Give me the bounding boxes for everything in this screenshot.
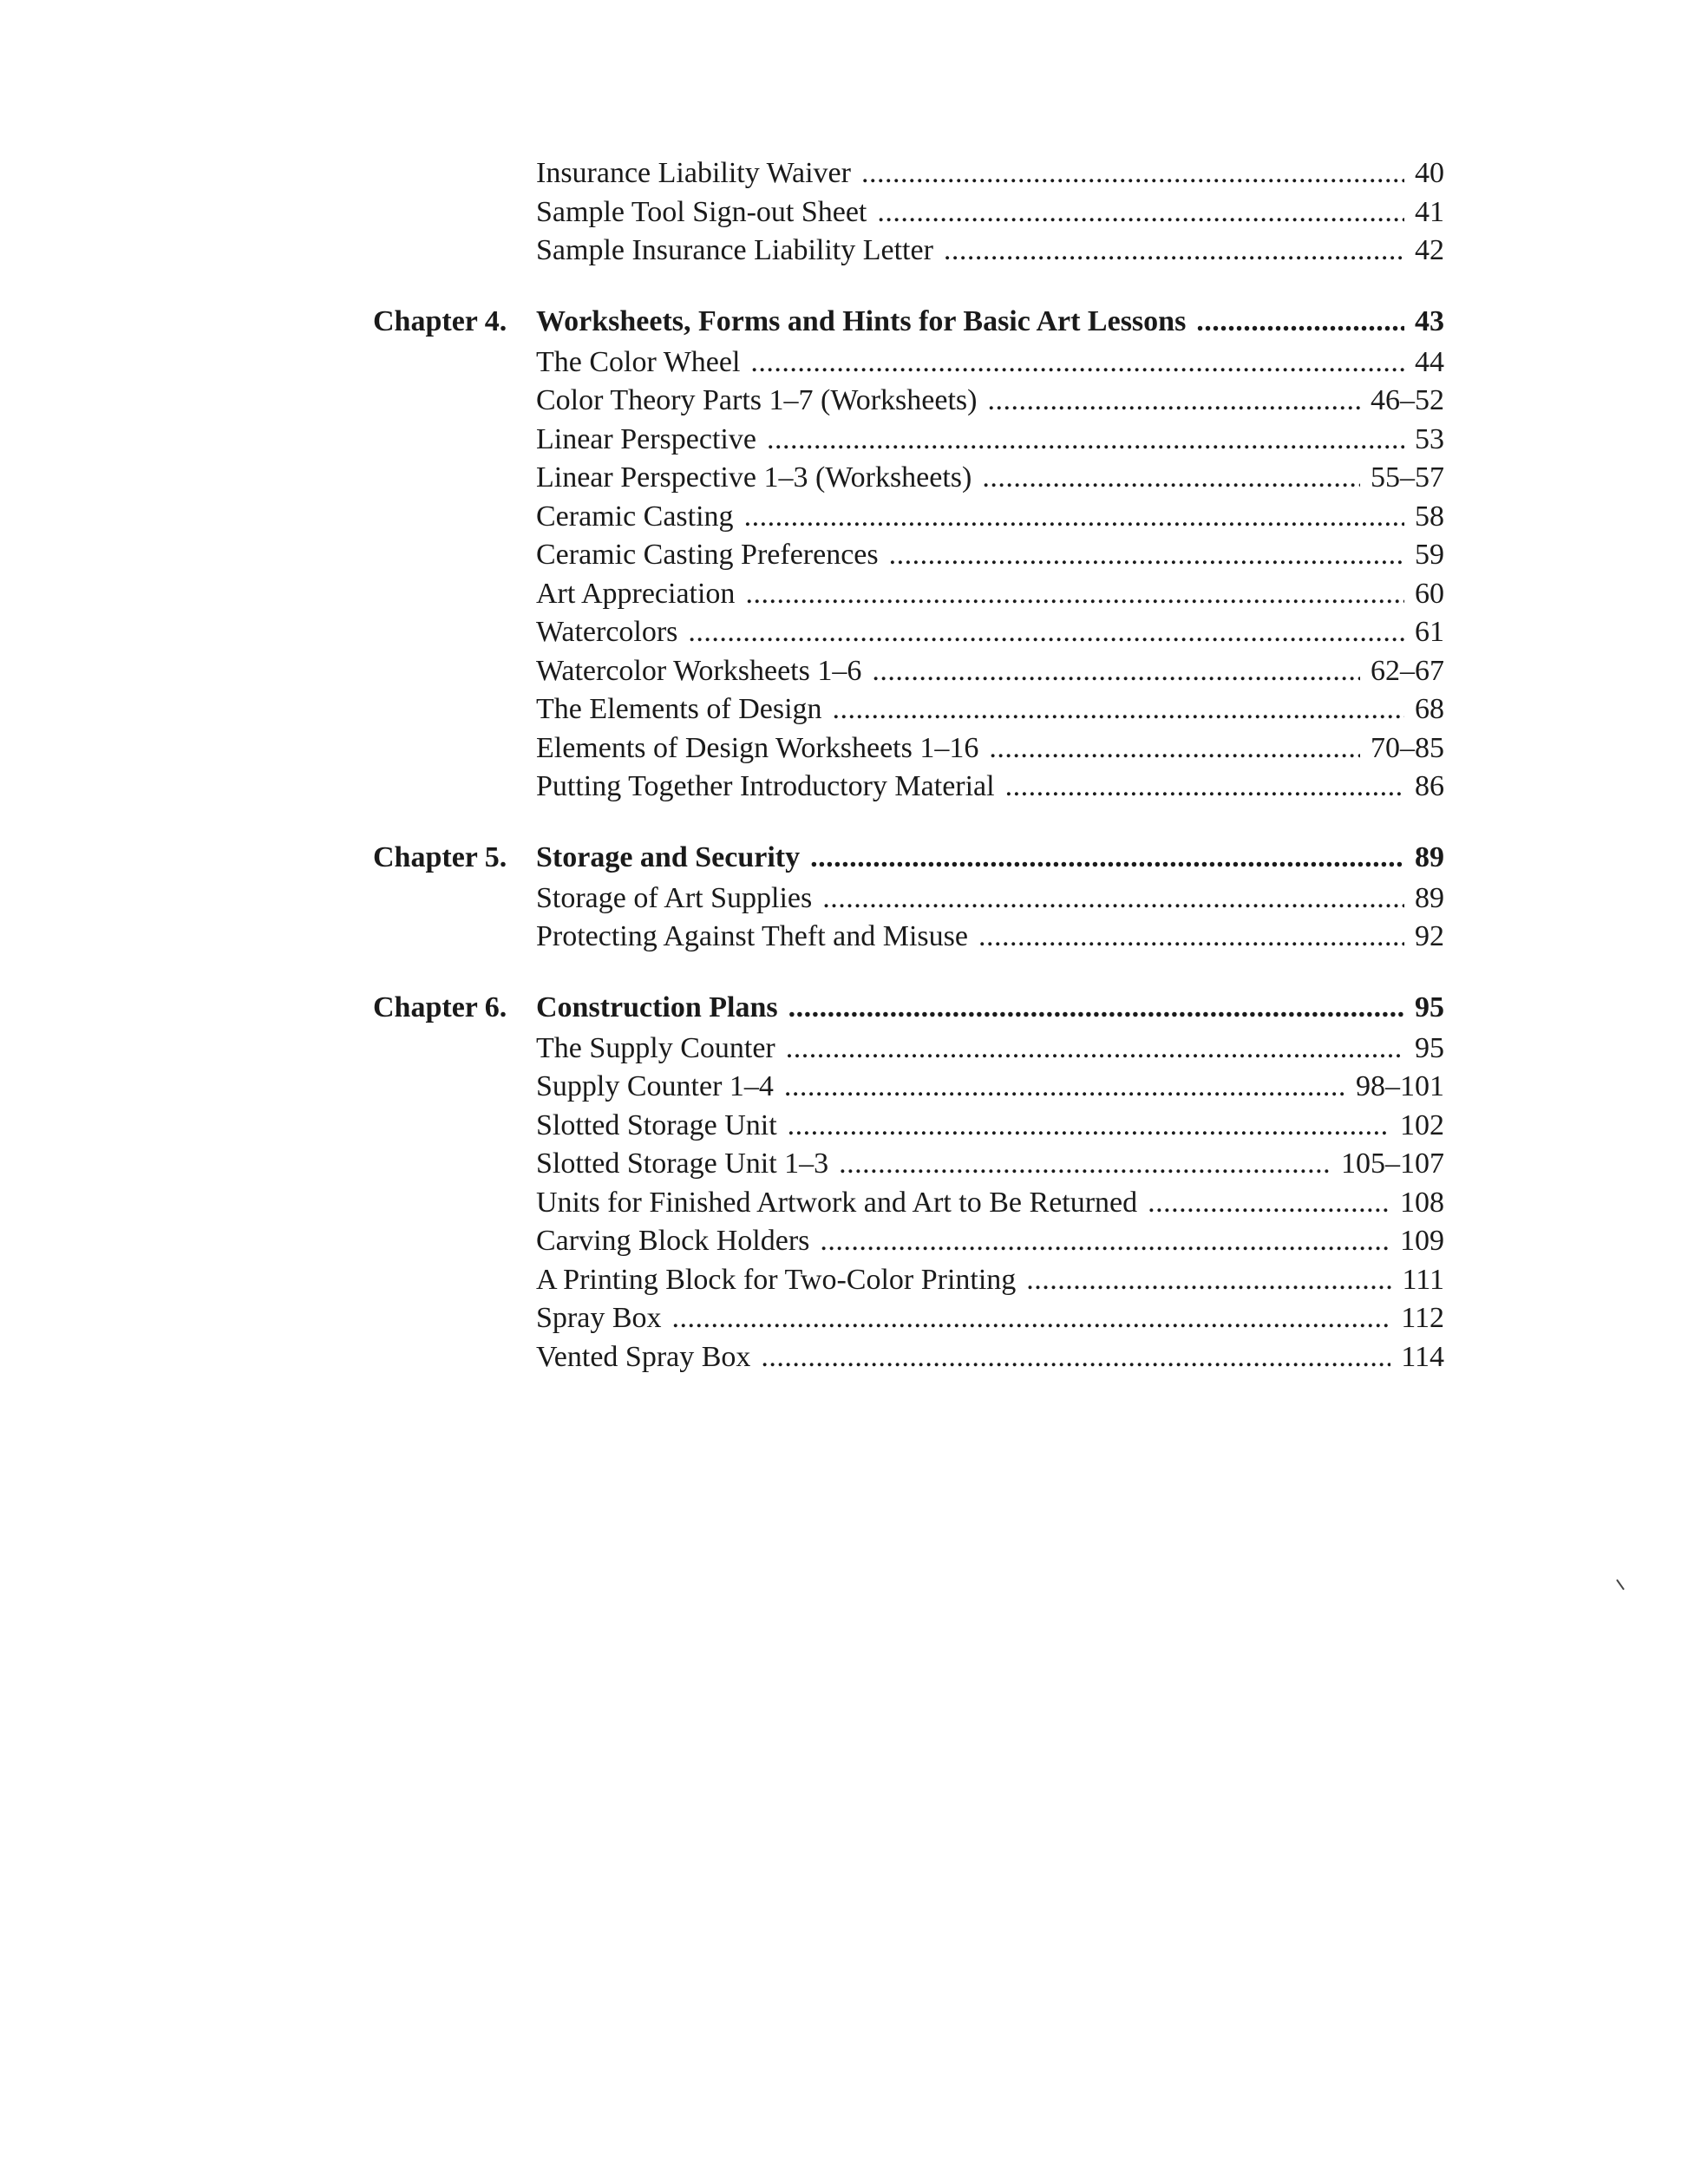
entry-title: Supply Counter 1–4 — [536, 1070, 774, 1102]
dot-leader — [688, 613, 1404, 652]
chapter-heading — [373, 988, 1444, 1028]
dot-leader — [784, 1068, 1345, 1107]
toc-entry — [373, 1068, 1444, 1107]
entry-page: 108 — [1400, 1186, 1444, 1219]
toc-entry — [373, 193, 1444, 232]
toc-entry — [373, 382, 1444, 421]
entry-page: 109 — [1400, 1225, 1444, 1257]
chapter-page: 43 — [1415, 304, 1444, 337]
entry-page: 105–107 — [1341, 1148, 1444, 1180]
entry-page: 44 — [1415, 345, 1444, 378]
dot-leader — [1196, 302, 1404, 342]
toc-entry — [373, 498, 1444, 537]
entry-page: 98–101 — [1356, 1070, 1444, 1102]
entry-page: 112 — [1401, 1302, 1444, 1334]
entry-title: Watercolor Worksheets 1–6 — [536, 654, 862, 687]
entry-title: The Supply Counter — [536, 1031, 775, 1064]
entry-page: 46–52 — [1371, 384, 1444, 416]
dot-leader — [889, 536, 1404, 575]
toc-intro-block — [373, 154, 1444, 271]
entry-page: 102 — [1400, 1108, 1444, 1141]
entry-title: The Elements of Design — [536, 693, 822, 725]
dot-leader — [989, 729, 1360, 768]
dot-leader — [750, 343, 1404, 383]
dot-leader — [761, 1338, 1390, 1377]
dot-leader — [810, 838, 1404, 878]
toc-entry — [373, 1030, 1444, 1069]
scan-speck — [1616, 1579, 1625, 1591]
entry-page: 68 — [1415, 693, 1444, 725]
toc-entry — [373, 1299, 1444, 1338]
entry-title: Watercolors — [536, 616, 678, 648]
entry-title: Putting Together Introductory Material — [536, 770, 995, 802]
dot-leader — [822, 879, 1404, 919]
entry-title: The Color Wheel — [536, 345, 741, 378]
chapter-page: 95 — [1415, 991, 1444, 1023]
chapter-5-block — [373, 838, 1444, 957]
entry-title: Sample Insurance Liability Letter — [536, 234, 933, 266]
entry-title: Units for Finished Artwork and Art to Be Returned — [536, 1186, 1138, 1219]
entry-title: Storage of Art Supplies — [536, 881, 813, 914]
toc-entry — [373, 459, 1444, 498]
table-of-contents — [373, 154, 1444, 1376]
chapter-title: Storage and Security — [536, 840, 801, 873]
dot-leader — [872, 652, 1360, 691]
entry-title: A Printing Block for Two-Color Printing — [536, 1263, 1017, 1296]
toc-entry — [373, 768, 1444, 807]
dot-leader — [982, 459, 1360, 498]
entry-title: Vented Spray Box — [536, 1340, 751, 1373]
toc-entry — [373, 421, 1444, 460]
entry-title: Color Theory Parts 1–7 (Worksheets) — [536, 384, 978, 416]
toc-entry — [373, 918, 1444, 957]
entry-page: 58 — [1415, 500, 1444, 533]
toc-entry — [373, 1222, 1444, 1261]
toc-entry — [373, 1145, 1444, 1184]
dot-leader — [672, 1299, 1391, 1338]
toc-entry — [373, 343, 1444, 383]
toc-entry — [373, 613, 1444, 652]
entry-title: Ceramic Casting — [536, 500, 734, 533]
dot-leader — [1026, 1261, 1391, 1300]
entry-page: 40 — [1415, 157, 1444, 189]
dot-leader — [1148, 1184, 1390, 1223]
dot-leader — [839, 1145, 1331, 1184]
chapter-page: 89 — [1415, 840, 1444, 873]
dot-leader — [820, 1222, 1390, 1261]
entry-title: Spray Box — [536, 1302, 662, 1334]
entry-title: Protecting Against Theft and Misuse — [536, 920, 968, 952]
dot-leader — [788, 1107, 1390, 1146]
entry-title: Ceramic Casting Preferences — [536, 539, 879, 571]
chapter-heading — [373, 302, 1444, 342]
toc-entry — [373, 1184, 1444, 1223]
entry-title: Linear Perspective — [536, 422, 756, 455]
entry-page: 111 — [1402, 1263, 1444, 1296]
toc-entry — [373, 690, 1444, 729]
entry-page: 53 — [1415, 422, 1444, 455]
entry-title: Slotted Storage Unit — [536, 1108, 777, 1141]
entry-page: 42 — [1415, 234, 1444, 266]
dot-leader — [767, 421, 1404, 460]
toc-entry — [373, 232, 1444, 271]
entry-page: 89 — [1415, 881, 1444, 914]
toc-entry — [373, 154, 1444, 193]
dot-leader — [788, 988, 1404, 1028]
chapter-6-block — [373, 988, 1444, 1377]
entry-page: 95 — [1415, 1031, 1444, 1064]
entry-title: Sample Tool Sign-out Sheet — [536, 195, 867, 228]
entry-title: Slotted Storage Unit 1–3 — [536, 1148, 829, 1180]
entry-title: Art Appreciation — [536, 577, 736, 610]
toc-entry — [373, 729, 1444, 768]
chapter-4-block — [373, 302, 1444, 807]
toc-entry — [373, 1261, 1444, 1300]
chapter-title: Construction Plans — [536, 991, 778, 1023]
entry-page: 61 — [1415, 616, 1444, 648]
entry-page: 70–85 — [1371, 731, 1444, 764]
entry-page: 59 — [1415, 539, 1444, 571]
toc-entry — [373, 575, 1444, 614]
dot-leader — [944, 232, 1404, 271]
dot-leader — [978, 918, 1404, 957]
chapter-title: Worksheets, Forms and Hints for Basic Art Lessons — [536, 304, 1187, 337]
entry-page: 62–67 — [1371, 654, 1444, 687]
chapter-label: Chapter 5. — [373, 840, 507, 873]
entry-title: Linear Perspective 1–3 (Worksheets) — [536, 461, 972, 494]
toc-entry — [373, 879, 1444, 919]
dot-leader — [877, 193, 1404, 232]
dot-leader — [1005, 768, 1404, 807]
dot-leader — [744, 498, 1404, 537]
dot-leader — [861, 154, 1404, 193]
dot-leader — [833, 690, 1404, 729]
toc-entry — [373, 1338, 1444, 1377]
toc-entry — [373, 536, 1444, 575]
entry-page: 60 — [1415, 577, 1444, 610]
entry-page: 55–57 — [1371, 461, 1444, 494]
entry-page: 114 — [1401, 1340, 1444, 1373]
entry-page: 86 — [1415, 770, 1444, 802]
entry-title: Insurance Liability Waiver — [536, 157, 851, 189]
dot-leader — [745, 575, 1404, 614]
toc-entry — [373, 1107, 1444, 1146]
entry-page: 92 — [1415, 920, 1444, 952]
entry-page: 41 — [1415, 195, 1444, 228]
chapter-heading — [373, 838, 1444, 878]
entry-title: Elements of Design Worksheets 1–16 — [536, 731, 979, 764]
toc-entry — [373, 652, 1444, 691]
chapter-label: Chapter 4. — [373, 304, 507, 337]
chapter-label: Chapter 6. — [373, 991, 507, 1023]
dot-leader — [786, 1030, 1404, 1069]
entry-title: Carving Block Holders — [536, 1225, 810, 1257]
dot-leader — [987, 382, 1360, 421]
